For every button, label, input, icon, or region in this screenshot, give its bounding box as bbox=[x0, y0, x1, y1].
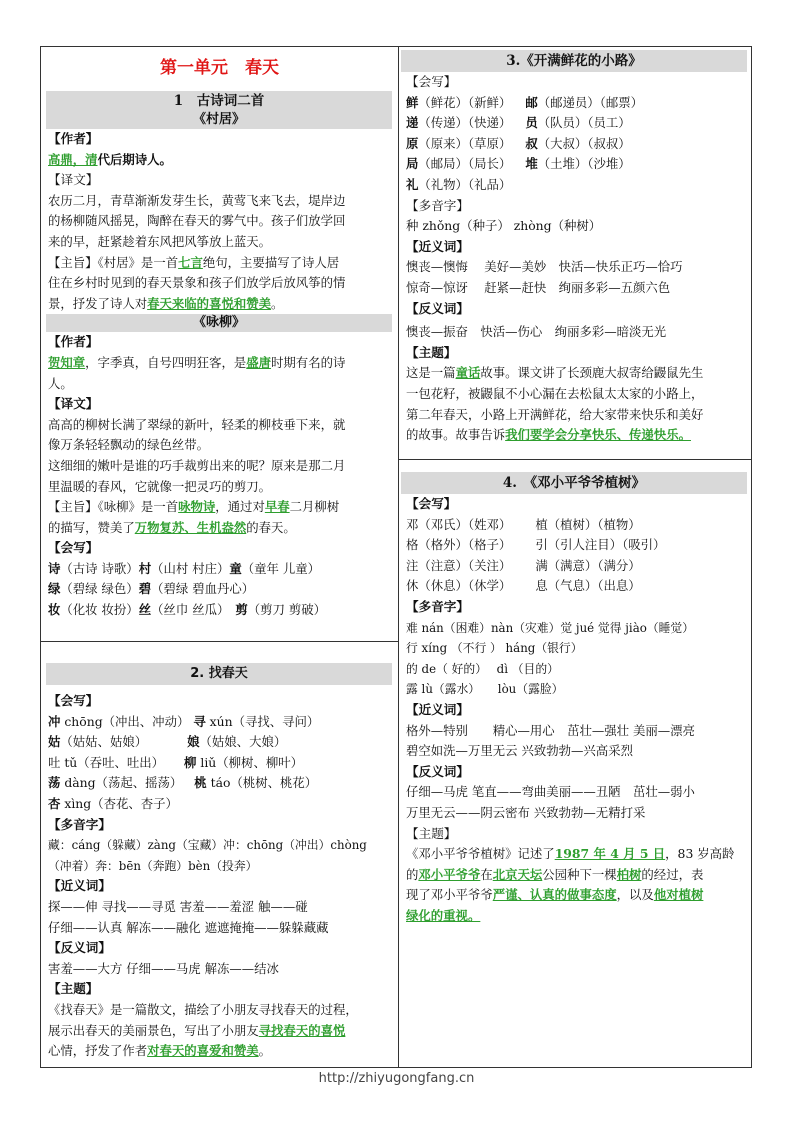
theme2-highlight: 早春 bbox=[264, 499, 290, 515]
theme2-text: 二月柳树 bbox=[289, 499, 340, 515]
syn-line: 格外—特别 精心—用心 茁壮—强壮 美丽—漂亮 bbox=[406, 722, 695, 738]
lesson4-section bbox=[399, 472, 751, 926]
poly-line: （冲着）奔：bēn（奔跑）bèn（投奔） bbox=[48, 858, 258, 873]
theme-highlight: 春天来临的喜悦和赞美 bbox=[147, 295, 272, 311]
lesson4-header: 4. 《邓小平爷爷植树》 bbox=[401, 472, 747, 494]
write-row bbox=[41, 579, 398, 600]
theme-highlight: 严谨、认真的做事态度 bbox=[492, 887, 617, 903]
syn-heading: 【近义词】 bbox=[48, 878, 111, 894]
theme-heading: 【主题】 bbox=[406, 825, 457, 841]
theme-text: 绝句，主要描写了诗人居 bbox=[202, 254, 340, 270]
words: （邮局）（局长） bbox=[418, 156, 512, 172]
char: 局 bbox=[406, 156, 419, 172]
theme-heading: 【主题】 bbox=[48, 981, 99, 997]
char: 原 bbox=[406, 135, 419, 151]
words: （礼物）（礼品） bbox=[418, 176, 512, 192]
author2-line: 人。 bbox=[48, 375, 73, 391]
char: 寻 bbox=[193, 713, 206, 729]
write-row bbox=[41, 753, 398, 774]
author-era: 代后期诗人。 bbox=[97, 151, 172, 167]
theme-text: 《邓小平爷爷植树》记述了 bbox=[406, 846, 555, 862]
poly-line: 露 lù（露水） lòu（露脸） bbox=[406, 682, 564, 697]
write-row bbox=[41, 794, 398, 815]
char: 员 bbox=[525, 115, 538, 131]
poly-line: 的 de（ 好的） dì （目的） bbox=[406, 661, 559, 676]
ant-heading: 【反义词】 bbox=[48, 940, 111, 956]
theme-line bbox=[399, 885, 751, 906]
ant-heading: 【反义词】 bbox=[406, 300, 469, 316]
theme2-text: 的春天。 bbox=[246, 519, 296, 535]
theme-line bbox=[41, 253, 398, 274]
write-row bbox=[41, 773, 398, 794]
words: dàng（荡起、摇荡） bbox=[60, 775, 183, 791]
char: 娘 bbox=[187, 734, 200, 750]
syn-line: 懊丧—懊悔 美好—美妙 快活—快乐正巧—恰巧 bbox=[406, 259, 683, 275]
author-text bbox=[41, 150, 398, 171]
theme-text: 在 bbox=[480, 866, 493, 882]
write-row bbox=[399, 93, 751, 114]
char: 邮 bbox=[525, 94, 538, 110]
trans2-line: 里温暖的春风，它就像一把灵巧的剪刀。 bbox=[48, 478, 272, 494]
trans2-line: 像万条轻轻飘动的绿色丝带。 bbox=[48, 437, 210, 453]
theme-highlight: 对春天的喜爱和赞美 bbox=[147, 1043, 259, 1059]
words: （传递）（快递） bbox=[418, 115, 512, 131]
poem1-title: 《村居》 bbox=[46, 111, 392, 129]
write-row bbox=[41, 732, 398, 753]
theme-line bbox=[399, 425, 751, 446]
words: （碧绿 绿色） bbox=[60, 581, 139, 597]
theme2-text: 【主旨】《咏柳》是一首 bbox=[48, 499, 179, 515]
theme-line bbox=[41, 294, 398, 315]
theme-highlight: 北京天坛 bbox=[492, 866, 543, 882]
words: 息（气息）（出息） bbox=[535, 578, 641, 594]
theme-text: 故事。课文讲了长颈鹿大叔寄给鼹鼠先生 bbox=[480, 365, 704, 381]
words: （队员）（员工） bbox=[537, 115, 631, 131]
poly-line: 难 nán（困难）nàn（灾难）觉 jué 觉得 jiào（睡觉） bbox=[406, 620, 695, 635]
theme-heading: 【主题】 bbox=[406, 344, 457, 360]
write-heading: 【会写】 bbox=[48, 693, 99, 708]
lesson1-header: 1 古诗词二首 bbox=[46, 91, 392, 111]
author2-text: 时期有名的诗 bbox=[271, 354, 346, 370]
words: （古诗 诗歌） bbox=[60, 560, 139, 576]
theme-line bbox=[41, 1041, 398, 1062]
char: 吐 bbox=[48, 754, 61, 770]
theme-text: 的故事。故事告诉 bbox=[406, 427, 506, 443]
char: 姑 bbox=[48, 734, 61, 750]
theme-highlight: 童话 bbox=[455, 365, 481, 381]
unit-title: 第一单元 春天 bbox=[160, 58, 279, 78]
author2-text: ，字季真，自号四明狂客，是 bbox=[85, 354, 247, 370]
theme-line: 一包花籽，被鼹鼠不小心漏在去松鼠太太家的小路上， bbox=[406, 385, 704, 401]
left-section-divider bbox=[41, 641, 398, 642]
theme-text: 心情，抒发了作者 bbox=[48, 1043, 148, 1059]
char: 叔 bbox=[525, 135, 538, 151]
theme-text: 景，抒发了诗人对 bbox=[48, 295, 148, 311]
char: 杏 bbox=[48, 795, 61, 811]
char: 剪 bbox=[235, 602, 248, 618]
char: 童 bbox=[229, 560, 242, 576]
theme-text: 。 bbox=[258, 1043, 272, 1059]
syn-line: 探——伸 寻找——寻觅 害羞——羞涩 触——碰 bbox=[48, 898, 308, 914]
theme-line: 住在乡村时见到的春天景象和孩子们放学后放风筝的情 bbox=[48, 275, 346, 291]
words: （碧绿 碧血丹心） bbox=[151, 581, 255, 597]
words: （童年 儿童） bbox=[241, 560, 321, 576]
write-row bbox=[399, 113, 751, 134]
write-heading: 【会写】 bbox=[406, 496, 457, 511]
words: （邮递员）（邮票） bbox=[537, 94, 644, 110]
theme-highlight: 我们要学会分享快乐、传递快乐。 bbox=[505, 427, 691, 443]
theme-text: 展示出春天的美丽景色，写出了小朋友 bbox=[48, 1022, 259, 1038]
write-heading: 【会写】 bbox=[406, 74, 457, 89]
words: （山村 村庄） bbox=[151, 560, 230, 576]
left-column bbox=[41, 55, 398, 621]
ant-line: 害羞——大方 仔细——马虎 解冻——结冰 bbox=[48, 960, 279, 976]
theme-line: 《找春天》是一篇散文，描绘了小朋友寻找春天的过程， bbox=[48, 1001, 358, 1017]
write-row bbox=[41, 712, 398, 733]
write-row bbox=[41, 559, 398, 580]
author2-name: 贺知章 bbox=[48, 354, 86, 370]
words: 引（引人注目）（吸引） bbox=[535, 537, 666, 553]
trans2-heading: 【译文】 bbox=[48, 396, 99, 412]
trans-line: 来的早，赶紧趁着东风把风筝放上蓝天。 bbox=[48, 233, 272, 249]
theme-text: ，以及 bbox=[616, 887, 654, 903]
theme-text: 的 bbox=[406, 866, 419, 882]
ant-line: 懊丧—振奋 快活—伤心 绚丽多彩—暗淡无光 bbox=[406, 324, 667, 340]
syn-heading: 【近义词】 bbox=[406, 238, 469, 254]
words: 植（植树）（植物） bbox=[535, 516, 641, 532]
write-row bbox=[399, 556, 751, 577]
char: 堆 bbox=[525, 156, 538, 172]
ant-line: 万里无云——阴云密布 兴致勃勃—无精打采 bbox=[406, 804, 646, 820]
char: 诗 bbox=[48, 560, 61, 576]
theme-line bbox=[399, 906, 751, 927]
write-row bbox=[399, 515, 751, 536]
syn-heading: 【近义词】 bbox=[406, 701, 469, 717]
theme2-line bbox=[41, 518, 398, 539]
lesson3-header: 3.《开满鲜花的小路》 bbox=[401, 50, 747, 72]
footer-url: http://zhiyugongfang.cn bbox=[318, 1071, 475, 1086]
words: （鲜花）（新鲜） bbox=[418, 94, 512, 110]
write-row bbox=[399, 535, 751, 556]
theme-line bbox=[399, 363, 751, 384]
char: 绿 bbox=[48, 581, 61, 597]
words: táo（桃树、桃花） bbox=[206, 775, 318, 791]
theme-text: 。 bbox=[271, 295, 284, 311]
trans-line: 的杨柳随风摇晃，陶醉在春天的雾气中。孩子们放学回 bbox=[48, 213, 346, 229]
theme-line bbox=[399, 865, 751, 886]
char: 礼 bbox=[406, 176, 419, 192]
author2-heading: 【作者】 bbox=[48, 334, 99, 350]
words: 休（休息）（休学） bbox=[406, 578, 512, 594]
words: 满（满意）（满分） bbox=[535, 557, 641, 573]
write-row bbox=[399, 154, 751, 175]
syn-line: 仔细——认真 解冻——融化 遮遮掩掩——躲躲藏藏 bbox=[48, 919, 329, 935]
theme-highlight: 绿化的重视。 bbox=[406, 907, 481, 923]
char: 鲜 bbox=[406, 94, 419, 110]
words: （姑姑、姑娘） bbox=[60, 734, 148, 750]
theme-highlight: 柏树 bbox=[616, 866, 642, 882]
theme2-highlight: 咏物诗 bbox=[178, 499, 216, 515]
words: xìng（杏花、杏子） bbox=[60, 795, 178, 811]
write-row bbox=[41, 600, 398, 621]
words: xún（寻找、寻问） bbox=[205, 713, 320, 729]
author-name: 高鼎，清 bbox=[48, 151, 98, 167]
theme2-text: ，通过对 bbox=[215, 499, 265, 515]
char: 妆 bbox=[48, 602, 61, 618]
poly-line: 藏：cáng（躲藏）zàng（宝藏）冲：chōng（冲出）chòng bbox=[48, 838, 367, 853]
theme-highlight: 1987 年 4 月 5 日 bbox=[554, 846, 666, 862]
theme-highlight: 邓小平爷爷 bbox=[418, 866, 481, 882]
theme-highlight: 七言 bbox=[178, 254, 203, 270]
words: （化妆 妆扮） bbox=[60, 602, 139, 618]
theme-line: 第二年春天，小路上开满鲜花，给大家带来快乐和美好 bbox=[406, 406, 704, 422]
words: （丝巾 丝瓜） bbox=[151, 602, 230, 618]
char: 丝 bbox=[138, 602, 152, 618]
lesson2-header: 2. 找春天 bbox=[46, 663, 392, 685]
trans2-line: 这细细的嫩叶是谁的巧手裁剪出来的呢？原来是那二月 bbox=[48, 457, 346, 473]
poly-heading: 【多音字】 bbox=[406, 197, 469, 213]
poly-heading: 【多音字】 bbox=[406, 598, 469, 614]
author2-era: 盛唐 bbox=[246, 354, 272, 370]
words: 邓（邓氏）（姓邓） bbox=[406, 516, 512, 532]
ant-heading: 【反义词】 bbox=[406, 763, 469, 779]
words: （姑娘、大娘） bbox=[199, 734, 287, 750]
syn-line: 碧空如洗—万里无云 兴致勃勃—兴高采烈 bbox=[406, 743, 633, 759]
author2-line bbox=[41, 353, 398, 374]
right-section-divider bbox=[399, 459, 751, 460]
char: 柳 bbox=[184, 754, 197, 770]
theme-text: 【主旨】《村居》是一首 bbox=[48, 254, 179, 270]
words: 注（注意）（关注） bbox=[406, 557, 512, 573]
poly-line: 种 zhǒng（种子） zhòng（种树） bbox=[406, 218, 602, 234]
words: 格（格外）（格子） bbox=[406, 537, 512, 553]
poly-line: 行 xíng （不行 ） háng（银行） bbox=[406, 641, 583, 656]
syn-line: 惊奇—惊讶 赶紧—赶快 绚丽多彩—五颜六色 bbox=[406, 279, 671, 295]
char: 荡 bbox=[48, 775, 61, 791]
trans-line: 农历二月，青草渐渐发芽生长，黄莺飞来飞去，堤岸边 bbox=[48, 192, 346, 208]
char: 碧 bbox=[138, 581, 152, 597]
write-row bbox=[399, 576, 751, 597]
poly-heading: 【多音字】 bbox=[48, 816, 111, 832]
author-heading: 【作者】 bbox=[48, 131, 99, 146]
theme-text: 公园种下一棵 bbox=[542, 866, 617, 882]
write-heading: 【会写】 bbox=[48, 540, 99, 556]
theme-line bbox=[41, 1021, 398, 1042]
theme-highlight: 他对植树 bbox=[653, 887, 704, 903]
char: 递 bbox=[406, 115, 419, 131]
words: （原来）（草原） bbox=[418, 135, 512, 151]
trans2-line: 高高的柳树长满了翠绿的新叶，轻柔的柳枝垂下来，就 bbox=[48, 416, 346, 432]
char: 桃 bbox=[194, 775, 207, 791]
theme-text: ，83 岁高龄 bbox=[665, 846, 735, 862]
char: 冲 bbox=[48, 713, 61, 729]
theme-text: 现了邓小平爷爷 bbox=[406, 887, 493, 903]
char: 村 bbox=[138, 560, 152, 576]
worksheet-page bbox=[40, 46, 752, 1068]
words: （大叔）（叔叔） bbox=[537, 135, 631, 151]
words: （土堆）（沙堆） bbox=[537, 156, 631, 172]
write-row bbox=[399, 134, 751, 155]
theme-text: 的经过，表 bbox=[641, 866, 704, 882]
ant-line: 仔细—马虎 笔直——弯曲美丽——丑陋 茁壮—弱小 bbox=[406, 784, 695, 800]
trans-heading: 【译文】 bbox=[48, 172, 99, 188]
theme-highlight: 寻找春天的喜悦 bbox=[258, 1022, 346, 1038]
lesson3-section bbox=[399, 50, 751, 446]
write-row bbox=[399, 175, 751, 196]
theme2-line bbox=[41, 497, 398, 518]
words: liǔ（柳树、柳叶） bbox=[196, 754, 304, 770]
theme2-highlight: 万物复苏、生机盎然 bbox=[134, 519, 247, 535]
words: tǔ（吞吐、吐出） bbox=[60, 754, 165, 770]
theme-line bbox=[399, 844, 751, 865]
lesson2-section bbox=[41, 663, 398, 1062]
theme-text: 这是一篇 bbox=[406, 365, 456, 381]
words: （剪刀 剪破） bbox=[247, 602, 327, 618]
words: chōng（冲出、冲动） bbox=[60, 713, 190, 729]
theme2-text: 的描写，赞美了 bbox=[48, 519, 135, 535]
poem2-title: 《咏柳》 bbox=[46, 314, 392, 332]
